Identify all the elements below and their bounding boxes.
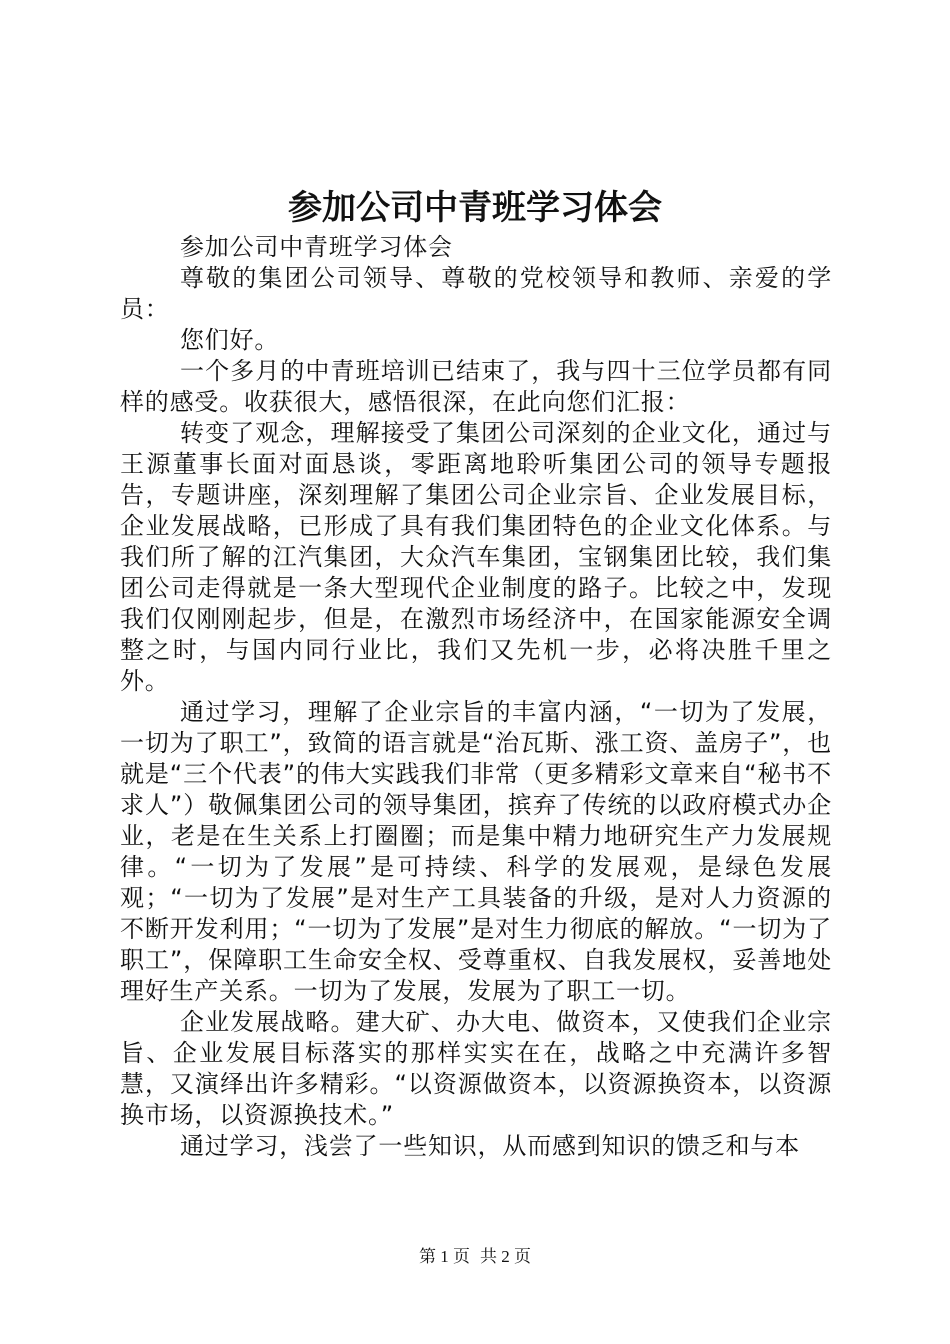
document-body [120,232,832,1162]
paragraph: 通过学习，理解了企业宗旨的丰富内涵，“一切为了发展，一切为了职工”，致简的语言就是“治瓦斯、涨工资、盖房子”，也就是“三个代表”的伟大实践我们非常（更多精彩文章来自“秘书不求人”）敬佩集团公司的领导集团，摈弃了传统的以政府模式办企业，老是在生关系上打圈圈；而是集中精力地研究生产力发展规律。“一切为了发展”是可持续、科学的发展观，是绿色发展观；“一切为了发展”是对生产工具装备的升级，是对人力资源的不断开发利用；“一切为了发展”是对生力彻底的解放。“一切为了职工”，保障职工生命安全权、受尊重权、自我发展权，妥善地处理好生产关系。一切为了发展，发展为了职工一切。 [120,698,832,1005]
paragraph: 一个多月的中青班培训已结束了，我与四十三位学员都有同样的感受。收获很大，感悟很深，在此向您们汇报： [120,357,832,416]
paragraph: 企业发展战略。建大矿、办大电、做资本，又使我们企业宗旨、企业发展目标落实的那样实实在在，战略之中充满许多智慧，又演绎出许多精彩。“以资源做资本，以资源换资本，以资源换市场，以资源换技术。” [120,1008,832,1129]
paragraph: 参加公司中青班学习体会 [180,233,453,261]
page-footer [0,1245,950,1269]
paragraph: 您们好。 [180,326,280,354]
page-number: 第 1 页 [419,1247,470,1266]
paragraph: 尊敬的集团公司领导、尊敬的党校领导和教师、亲爱的学员： [120,264,832,323]
paragraph: 通过学习，浅尝了一些知识，从而感到知识的馈乏和与本 [180,1132,800,1160]
paragraph: 转变了观念，理解接受了集团公司深刻的企业文化，通过与王源董事长面对面恳谈，零距离地聆听集团公司的领导专题报告，专题讲座，深刻理解了集团公司企业宗旨、企业发展目标，企业发展战略，已形成了具有我们集团特色的企业文化体系。与我们所了解的江汽集团，大众汽车集团，宝钢集团比较，我们集团公司走得就是一条大型现代企业制度的路子。比较之中，发现我们仅刚刚起步，但是，在激烈市场经济中，在国家能源安全调整之时，与国内同行业比，我们又先机一步，必将决胜千里之外。 [120,419,832,695]
document-title: 参加公司中青班学习体会 [288,188,662,228]
page-total: 共 2 页 [480,1247,531,1266]
